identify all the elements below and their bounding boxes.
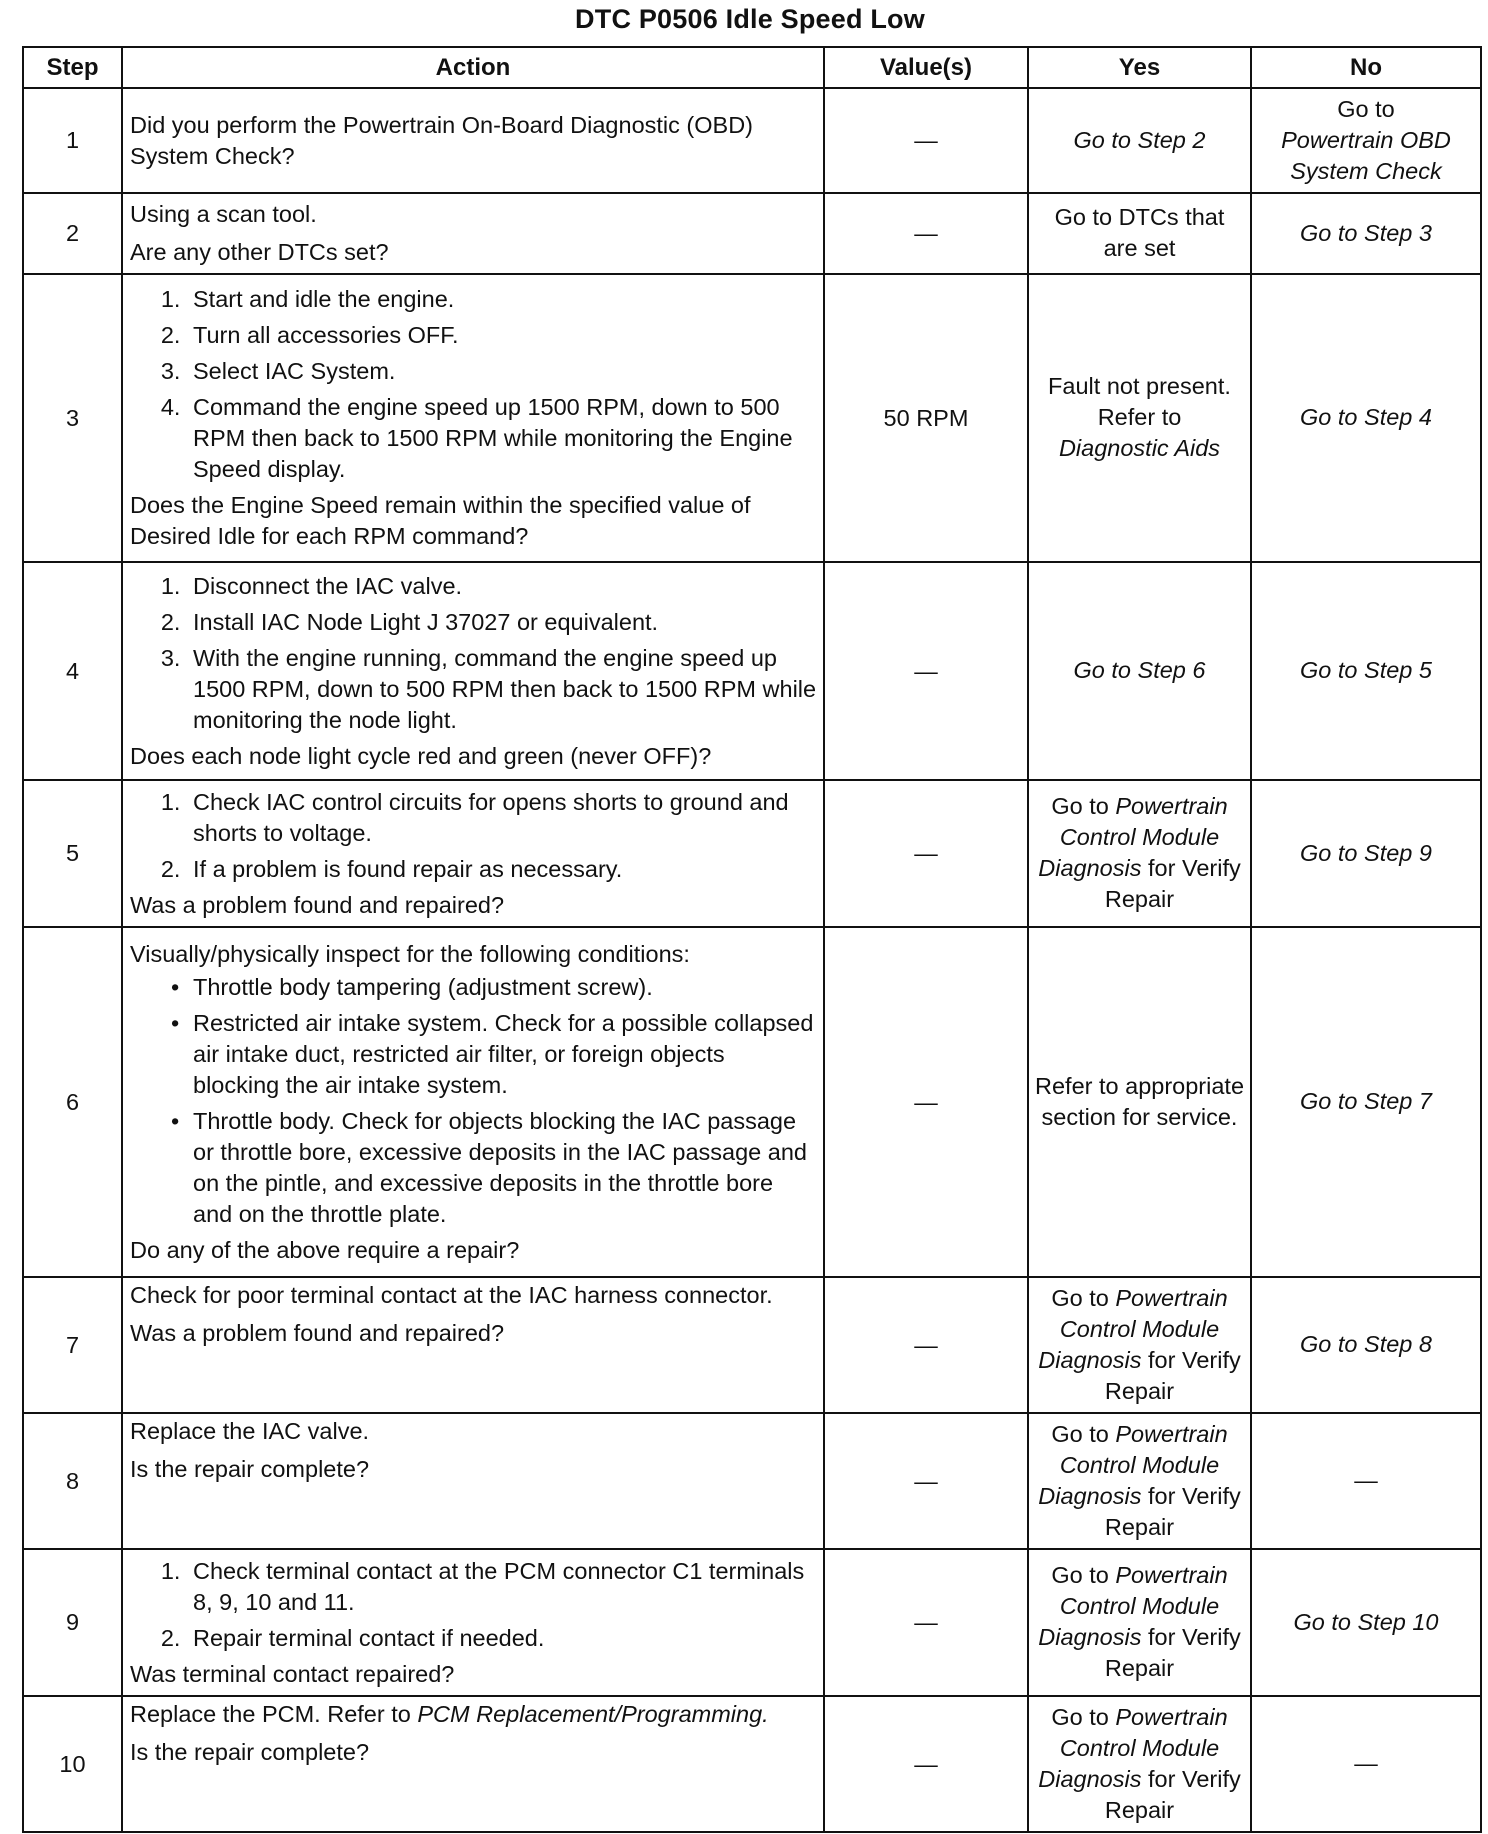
no-cell bbox=[1251, 1549, 1481, 1696]
header-action: Action bbox=[122, 47, 824, 88]
yes-link[interactable]: Powertrain Control Module Diagnosis bbox=[1038, 793, 1228, 881]
value-cell: — bbox=[824, 780, 1028, 927]
procedure-step: 1. Check IAC control circuits for opens shorts to ground and shorts to voltage. bbox=[187, 787, 817, 849]
header-step: Step bbox=[23, 47, 122, 88]
step-number: 9 bbox=[23, 1549, 122, 1696]
yes-link[interactable]: Go to DTCs that are set bbox=[1054, 204, 1225, 261]
procedure-step: 3. With the engine running, command the engine speed up 1500 RPM, down to 500 RPM then back to 1500 RPM while monitoring the node light. bbox=[187, 643, 817, 736]
no-link[interactable]: Go to Step 4 bbox=[1300, 404, 1432, 430]
yes-text: for Verify Repair bbox=[1104, 1765, 1241, 1823]
yes-cell bbox=[1028, 88, 1251, 193]
action-question: Does each node light cycle red and green (never OFF)? bbox=[130, 742, 712, 769]
action-text: Replace the IAC valve. bbox=[130, 1418, 370, 1444]
condition-list bbox=[130, 972, 817, 1230]
no-link[interactable]: Go to Step 7 bbox=[1300, 1088, 1432, 1114]
action-text: Check for poor terminal contact at the IAC harness connector. bbox=[130, 1282, 773, 1308]
action-text: Did you perform the Powertrain On-Board Diagnostic (OBD) System Check? bbox=[130, 111, 753, 169]
action-question: Was a problem found and repaired? bbox=[130, 1320, 505, 1346]
bullet-icon: • bbox=[171, 1009, 180, 1036]
yes-cell bbox=[1028, 927, 1251, 1277]
yes-link[interactable]: Powertrain Control Module Diagnosis bbox=[1038, 1420, 1228, 1509]
no-cell bbox=[1251, 780, 1481, 927]
yes-text: Go to bbox=[1051, 793, 1109, 819]
table-row bbox=[23, 88, 1481, 193]
procedure-list bbox=[130, 571, 817, 736]
action-question: Is the repair complete? bbox=[130, 1739, 370, 1765]
yes-cell bbox=[1028, 1277, 1251, 1413]
yes-text: Fault not present. Refer to bbox=[1048, 373, 1231, 430]
no-cell bbox=[1251, 1413, 1481, 1549]
bullet-icon: • bbox=[171, 973, 180, 1000]
procedure-list bbox=[130, 1556, 817, 1654]
header-yes: Yes bbox=[1028, 47, 1251, 88]
procedure-step: 4. Command the engine speed up 1500 RPM, down to 500 RPM then back to 1500 RPM while monitoring the Engine Speed display. bbox=[187, 392, 817, 485]
no-cell bbox=[1251, 274, 1481, 562]
step-number: 7 bbox=[23, 1277, 122, 1413]
action-cell bbox=[122, 562, 824, 780]
no-text: Go to bbox=[1337, 95, 1395, 122]
action-question: Are any other DTCs set? bbox=[130, 239, 389, 265]
procedure-list bbox=[130, 284, 817, 485]
table-row bbox=[23, 1413, 1481, 1549]
no-cell bbox=[1251, 88, 1481, 193]
no-link[interactable]: Go to Step 8 bbox=[1300, 1331, 1432, 1357]
yes-text: Refer to appropriate section for service. bbox=[1035, 1072, 1245, 1130]
no-text: — bbox=[1354, 1750, 1378, 1776]
value-cell: — bbox=[824, 1277, 1028, 1413]
condition-item bbox=[171, 1106, 817, 1230]
condition-item bbox=[171, 972, 817, 1003]
yes-cell bbox=[1028, 274, 1251, 562]
step-number: 10 bbox=[23, 1696, 122, 1832]
diagnostic-table bbox=[22, 46, 1482, 1833]
header-values: Value(s) bbox=[824, 47, 1028, 88]
condition-text: Throttle body tampering (adjustment screw). bbox=[193, 973, 653, 1000]
condition-item bbox=[171, 1008, 817, 1101]
value-cell: — bbox=[824, 927, 1028, 1277]
yes-text: Go to bbox=[1051, 1284, 1109, 1311]
bullet-icon: • bbox=[171, 1107, 180, 1134]
table-row bbox=[23, 562, 1481, 780]
step-number: 3 bbox=[23, 274, 122, 562]
procedure-step: 3. Select IAC System. bbox=[187, 356, 817, 387]
procedure-step: 1. Check terminal contact at the PCM connector C1 terminals 8, 9, 10 and 11. bbox=[187, 1556, 817, 1618]
action-question: Was terminal contact repaired? bbox=[130, 1660, 455, 1687]
yes-link[interactable]: Powertrain Control Module Diagnosis bbox=[1038, 1562, 1228, 1650]
table-row bbox=[23, 193, 1481, 274]
procedure-step: 1. Disconnect the IAC valve. bbox=[187, 571, 817, 602]
action-text: Visually/physically inspect for the following conditions: bbox=[130, 940, 690, 967]
action-cell bbox=[122, 927, 824, 1277]
action-question: Do any of the above require a repair? bbox=[130, 1236, 520, 1263]
yes-cell bbox=[1028, 1696, 1251, 1832]
yes-text: for Verify Repair bbox=[1104, 1346, 1241, 1404]
header-no: No bbox=[1251, 47, 1481, 88]
table-row bbox=[23, 274, 1481, 562]
yes-link[interactable]: Diagnostic Aids bbox=[1058, 435, 1221, 461]
yes-link[interactable]: Powertrain Control Module Diagnosis bbox=[1038, 1284, 1228, 1373]
procedure-step: 2. Repair terminal contact if needed. bbox=[187, 1623, 817, 1654]
no-text: — bbox=[1354, 1467, 1378, 1493]
no-link[interactable]: Go to Step 9 bbox=[1300, 839, 1432, 866]
action-cell bbox=[122, 1549, 824, 1696]
action-cell bbox=[122, 1696, 824, 1832]
yes-cell bbox=[1028, 562, 1251, 780]
step-number: 1 bbox=[23, 88, 122, 193]
procedure-step: 2. Install IAC Node Light J 37027 or equivalent. bbox=[187, 607, 817, 638]
action-cell bbox=[122, 1413, 824, 1549]
pcm-replacement-link[interactable]: PCM Replacement/Programming. bbox=[417, 1701, 769, 1727]
no-cell bbox=[1251, 1277, 1481, 1413]
table-row bbox=[23, 1549, 1481, 1696]
action-cell bbox=[122, 193, 824, 274]
yes-text: Go to bbox=[1051, 1703, 1109, 1730]
yes-cell bbox=[1028, 780, 1251, 927]
yes-link[interactable]: Go to Step 6 bbox=[1073, 657, 1206, 683]
value-cell: — bbox=[824, 1696, 1028, 1832]
no-link[interactable]: Powertrain OBD System Check bbox=[1281, 126, 1451, 184]
action-cell bbox=[122, 88, 824, 193]
procedure-step: 2. Turn all accessories OFF. bbox=[187, 320, 817, 351]
table-row bbox=[23, 1696, 1481, 1832]
action-text bbox=[130, 1699, 817, 1730]
action-cell bbox=[122, 274, 824, 562]
no-cell bbox=[1251, 1696, 1481, 1832]
action-text-plain: Replace the PCM. Refer to bbox=[130, 1701, 411, 1727]
yes-text: for Verify Repair bbox=[1104, 1624, 1241, 1681]
table-header-row bbox=[23, 47, 1481, 88]
yes-link[interactable]: Go to Step 2 bbox=[1073, 126, 1206, 153]
condition-text: Throttle body. Check for objects blocking the IAC passage or throttle bore, excessive deposits in the IAC passage and on the pintle, and excessive deposits in the throttle bore and on the throttle plate. bbox=[193, 1107, 807, 1227]
procedure-step: 2. If a problem is found repair as necessary. bbox=[187, 854, 817, 885]
action-question: Is the repair complete? bbox=[130, 1456, 370, 1482]
value-cell: — bbox=[824, 193, 1028, 274]
step-number: 2 bbox=[23, 193, 122, 274]
no-cell bbox=[1251, 927, 1481, 1277]
no-link[interactable]: Go to Step 3 bbox=[1300, 219, 1432, 246]
condition-text: Restricted air intake system. Check for a possible collapsed air intake duct, restricted air filter, or foreign objects blocking the air intake system. bbox=[193, 1009, 814, 1098]
action-cell bbox=[122, 780, 824, 927]
yes-link[interactable]: Powertrain Control Module Diagnosis bbox=[1038, 1703, 1228, 1792]
yes-cell bbox=[1028, 1413, 1251, 1549]
action-question: Was a problem found and repaired? bbox=[130, 891, 505, 918]
no-cell bbox=[1251, 193, 1481, 274]
value-cell: — bbox=[824, 88, 1028, 193]
step-number: 6 bbox=[23, 927, 122, 1277]
action-cell bbox=[122, 1277, 824, 1413]
table-row bbox=[23, 927, 1481, 1277]
action-question: Does the Engine Speed remain within the specified value of Desired Idle for each RPM command? bbox=[130, 492, 751, 549]
no-link[interactable]: Go to Step 5 bbox=[1300, 657, 1432, 683]
yes-text: for Verify Repair bbox=[1104, 855, 1241, 912]
no-cell bbox=[1251, 562, 1481, 780]
yes-cell bbox=[1028, 1549, 1251, 1696]
value-cell: — bbox=[824, 1549, 1028, 1696]
step-number: 5 bbox=[23, 780, 122, 927]
step-number: 4 bbox=[23, 562, 122, 780]
procedure-list bbox=[130, 787, 817, 885]
value-cell: — bbox=[824, 1413, 1028, 1549]
step-number: 8 bbox=[23, 1413, 122, 1549]
action-text: Using a scan tool. bbox=[130, 201, 317, 227]
value-cell: — bbox=[824, 562, 1028, 780]
yes-cell bbox=[1028, 193, 1251, 274]
no-link[interactable]: Go to Step 10 bbox=[1293, 1608, 1439, 1635]
value-cell: 50 RPM bbox=[824, 274, 1028, 562]
page-title: DTC P0506 Idle Speed Low bbox=[575, 4, 925, 34]
procedure-step: 1. Start and idle the engine. bbox=[187, 284, 817, 315]
yes-text: Go to bbox=[1051, 1420, 1109, 1447]
yes-text: for Verify Repair bbox=[1104, 1482, 1241, 1540]
table-row bbox=[23, 780, 1481, 927]
table-row bbox=[23, 1277, 1481, 1413]
yes-text: Go to bbox=[1051, 1562, 1109, 1588]
